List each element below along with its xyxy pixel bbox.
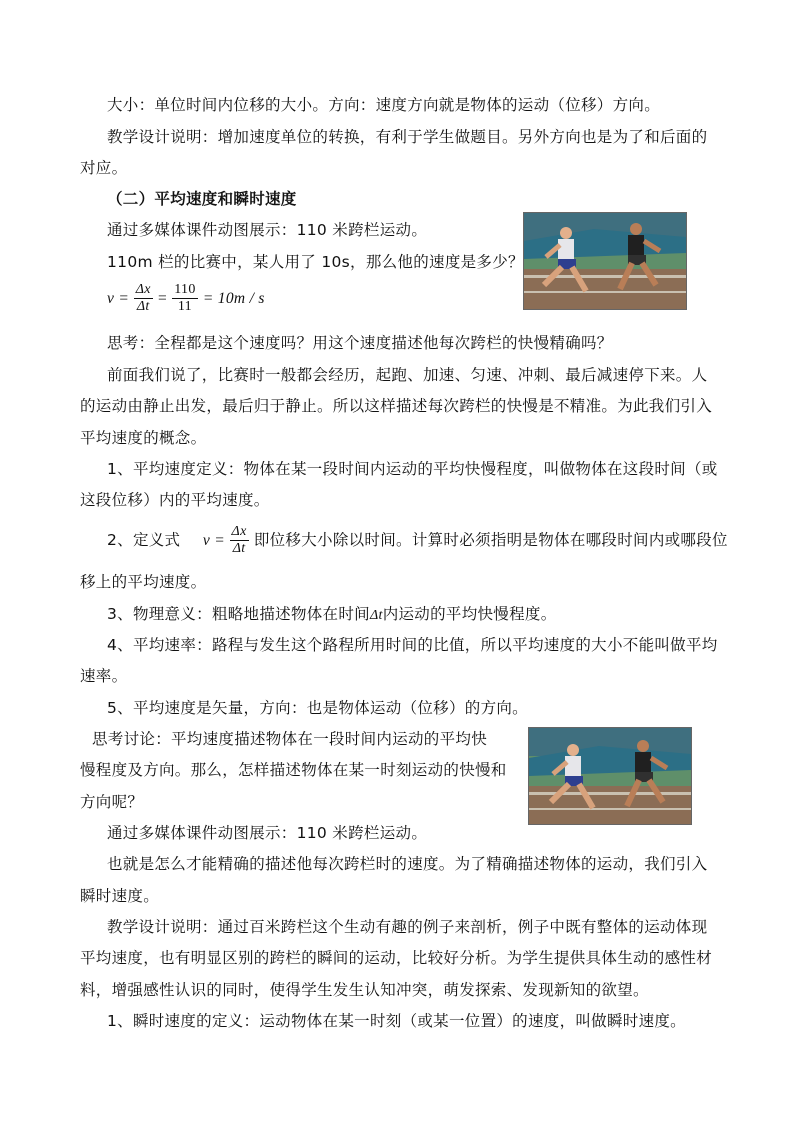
- text-span: 即位移大小除以时间。计算时必须指明是物体在哪段时间内或哪段位: [253, 531, 728, 549]
- fraction-delta: [134, 282, 153, 315]
- section-heading: （二）平均速度和瞬时速度: [107, 190, 297, 208]
- fraction-values: [172, 282, 197, 315]
- text-line: 对应。: [80, 159, 128, 177]
- text-line: [107, 604, 557, 626]
- text-line: 大小：单位时间内位移的大小。方向：速度方向就是物体的运动（位移）方向。: [107, 96, 661, 114]
- text-span: 2、定义式: [107, 531, 181, 549]
- formula-eq: =: [119, 290, 129, 307]
- speed-formula: [107, 280, 265, 317]
- text-line: 慢程度及方向。那么，怎样描述物体在某一时刻运动的快慢和: [80, 761, 507, 779]
- text-line: 思考讨论：平均速度描述物体在一段时间内运动的平均快: [92, 730, 488, 748]
- formula-v: v: [107, 290, 115, 307]
- fraction-denominator: 11: [177, 299, 192, 314]
- text-line: 思考：全程都是这个速度吗？用这个速度描述他每次跨栏的快慢精确吗？: [107, 334, 613, 352]
- text-span: 3、物理意义：粗略地描述物体在时间: [107, 605, 370, 623]
- text-line: 教学设计说明：通过百米跨栏这个生动有趣的例子来剖析，例子中既有整体的运动体现: [107, 918, 708, 936]
- fraction-numerator: Δx: [135, 282, 151, 297]
- fraction-denominator: Δt: [232, 541, 246, 556]
- text-line: 1、瞬时速度的定义：运动物体在某一时刻（或某一位置）的速度，叫做瞬时速度。: [107, 1012, 686, 1030]
- definition-formula-line: [107, 522, 728, 559]
- text-line: 也就是怎么才能精确的描述他每次跨栏时的速度。为了精确描述物体的运动，我们引入: [107, 855, 708, 873]
- text-line: 教学设计说明：增加速度单位的转换，有利于学生做题目。另外方向也是为了和后面的: [107, 128, 708, 146]
- formula-eq: =: [215, 532, 225, 549]
- text-line: 通过多媒体课件动图展示：110 米跨栏运动。: [107, 824, 428, 842]
- text-line: 1、平均速度定义：物体在某一段时间内运动的平均快慢程度，叫做物体在这段时间（或: [107, 460, 718, 478]
- formula-eq: =: [157, 290, 168, 307]
- text-line: 这段位移）内的平均速度。: [80, 491, 270, 509]
- text-line: 110m 栏的比赛中，某人用了 10s，那么他的速度是多少？: [107, 253, 524, 271]
- hurdle-race-image: [528, 727, 692, 825]
- text-line: 4、平均速率：路程与发生这个路程所用时间的比值，所以平均速度的大小不能叫做平均: [107, 636, 718, 654]
- fraction-numerator: 110: [174, 282, 196, 297]
- text-span: 内运动的平均快慢程度。: [382, 605, 557, 623]
- text-line: 前面我们说了，比赛时一般都会经历，起跑、加速、匀速、冲刺、最后减速停下来。人: [107, 366, 708, 384]
- text-line: 方向呢？: [80, 793, 144, 811]
- delta-t-symbol: Δt: [369, 608, 383, 623]
- text-line: 5、平均速度是矢量，方向：也是物体运动（位移）的方向。: [107, 699, 528, 717]
- fraction-denominator: Δt: [136, 299, 150, 314]
- hurdle-race-image: [523, 212, 687, 310]
- formula-v: v: [202, 532, 211, 549]
- text-line: 料，增强感性认识的同时，使得学生发生认知冲突，萌发探索、发现新知的欲望。: [80, 981, 649, 999]
- text-line: 瞬时速度。: [80, 887, 160, 905]
- text-line: 速率。: [80, 667, 128, 685]
- formula-result: = 10m / s: [202, 290, 265, 307]
- text-line: 平均速度的概念。: [80, 429, 207, 447]
- fraction-delta: [230, 524, 249, 557]
- text-line: 的运动由静止出发，最后归于静止。所以这样描述每次跨栏的快慢是不精准。为此我们引入: [80, 397, 713, 415]
- fraction-numerator: Δx: [231, 524, 247, 539]
- text-line: 平均速度，也有明显区别的跨栏的瞬间的运动，比较好分析。为学生提供具体生动的感性材: [80, 949, 713, 967]
- text-line: 移上的平均速度。: [80, 573, 207, 591]
- text-line: 通过多媒体课件动图展示：110 米跨栏运动。: [107, 221, 428, 239]
